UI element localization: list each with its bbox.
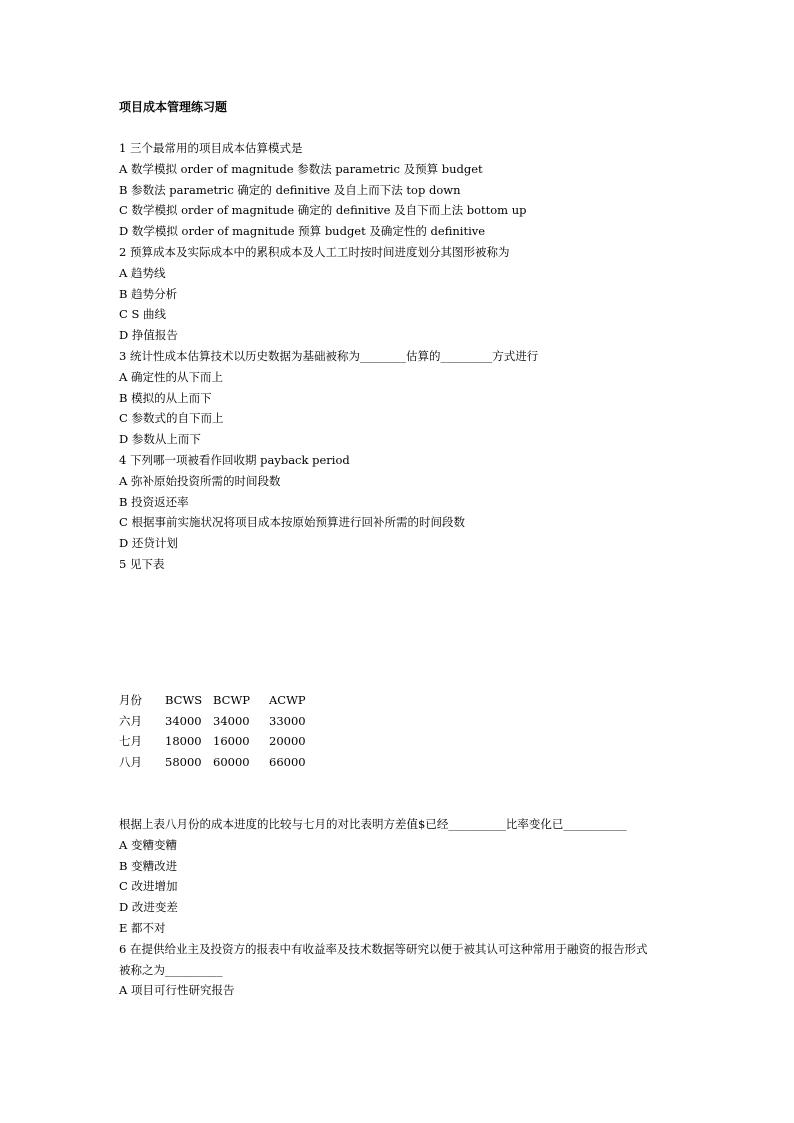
blank-space <box>119 773 719 814</box>
question-1 <box>119 138 719 242</box>
option-a: A 趋势线 <box>119 265 166 280</box>
table-header: 月份 <box>119 692 142 707</box>
option-a: A 数学模拟 order of magnitude 参数法 parametric 及预算 budget <box>119 161 483 176</box>
option-a: A 变糟变糟 <box>119 837 177 852</box>
table-header: BCWP <box>213 692 251 707</box>
option-d: D 改进变差 <box>119 900 178 915</box>
question-6 <box>119 939 719 1001</box>
document-page <box>119 97 719 1001</box>
option-d: D 挣值报告 <box>119 328 178 343</box>
question-stem-continued: 被称之为__________ <box>119 962 223 977</box>
option-b: B 变糟改进 <box>119 858 178 873</box>
table-header: BCWS <box>165 692 203 707</box>
table-row <box>119 752 329 773</box>
table-cell: 八月 <box>119 755 142 770</box>
table-header-row <box>119 690 329 711</box>
question-stem: 5 见下表 <box>119 556 165 571</box>
table-header: ACWP <box>269 692 306 707</box>
option-a: A 弥补原始投资所需的时间段数 <box>119 473 281 488</box>
option-b: B 投资返还率 <box>119 494 189 509</box>
option-d: D 参数从上而下 <box>119 432 201 447</box>
table-cell: 33000 <box>269 713 306 728</box>
option-b: B 参数法 parametric 确定的 definitive 及自上而下法 top down <box>119 182 461 197</box>
cost-table <box>119 690 329 773</box>
question-4 <box>119 450 719 554</box>
table-cell: 20000 <box>269 734 306 749</box>
table-cell: 六月 <box>119 713 142 728</box>
table-cell: 34000 <box>165 713 202 728</box>
option-a: A 项目可行性研究报告 <box>119 983 235 998</box>
option-e: E 都不对 <box>119 920 166 935</box>
option-d: D 还贷计划 <box>119 536 178 551</box>
table-row <box>119 711 329 732</box>
option-b: B 模拟的从上而下 <box>119 390 212 405</box>
table-cell: 66000 <box>269 755 306 770</box>
option-c: C 数学模拟 order of magnitude 确定的 definitive 及自下而上法 bottom up <box>119 203 527 218</box>
table-cell: 58000 <box>165 755 202 770</box>
option-b: B 趋势分析 <box>119 286 178 301</box>
table-cell: 60000 <box>213 755 250 770</box>
option-c: C 参数式的自下而上 <box>119 411 224 426</box>
table-cell: 34000 <box>213 713 250 728</box>
table-cell: 七月 <box>119 734 142 749</box>
blank-space <box>119 575 719 690</box>
document-title: 项目成本管理练习题 <box>119 100 228 114</box>
option-c: C 根据事前实施状况将项目成本按原始预算进行回补所需的时间段数 <box>119 515 465 530</box>
question-3 <box>119 346 719 450</box>
question-followup: 根据上表八月份的成本进度的比较与七月的对比表明方差值$已经__________比率变化已___________ <box>119 816 627 831</box>
option-c: C 改进增加 <box>119 879 178 894</box>
option-c: C S 曲线 <box>119 307 166 322</box>
table-row <box>119 731 329 752</box>
question-2 <box>119 242 719 346</box>
option-d: D 数学模拟 order of magnitude 预算 budget 及确定性的 definitive <box>119 224 486 239</box>
question-stem: 3 统计性成本估算技术以历史数据为基础被称为________估算的_________方式进行 <box>119 348 539 363</box>
question-5 <box>119 554 719 939</box>
question-stem: 1 三个最常用的项目成本估算模式是 <box>119 141 303 155</box>
option-a: A 确定性的从下而上 <box>119 369 223 384</box>
table-cell: 16000 <box>213 734 250 749</box>
question-stem: 6 在提供给业主及投资方的报表中有收益率及技术数据等研究以便于被其认可这种常用于融资的报告形式 <box>119 941 648 956</box>
table-cell: 18000 <box>165 734 202 749</box>
question-stem: 4 下列哪一项被看作回收期 payback period <box>119 452 350 467</box>
question-stem: 2 预算成本及实际成本中的累积成本及人工工时按时间进度划分其图形被称为 <box>119 244 510 259</box>
